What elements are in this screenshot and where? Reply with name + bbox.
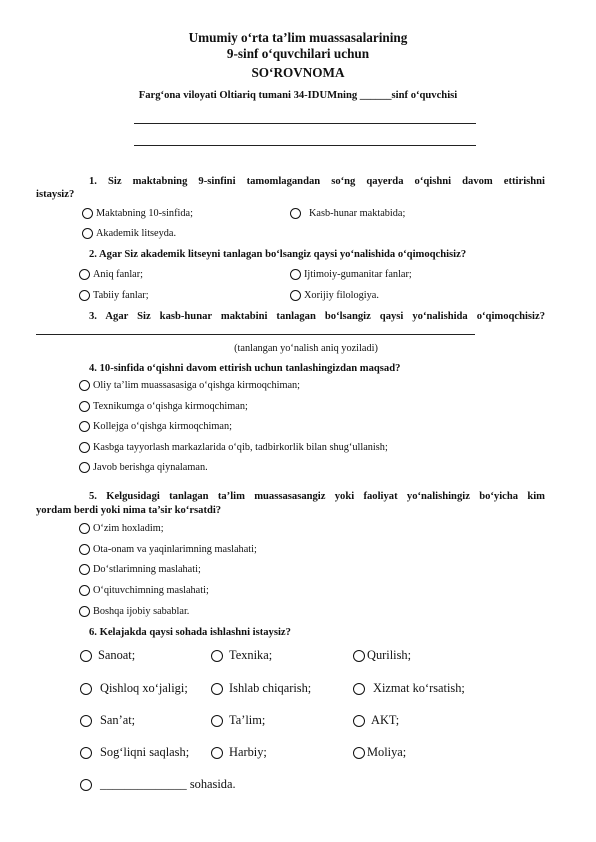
question-5-text: 5. Kelgusidagi tanlagan ta’lim muassasasangiz yoki faoliyat yo‘nalishingiz bo‘yicha kim bbox=[89, 491, 545, 502]
radio-circle-icon[interactable] bbox=[290, 269, 301, 280]
q5-option-2[interactable]: Ota-onam va yaqinlarimning maslahati; bbox=[79, 544, 257, 555]
q1-option-1[interactable]: Maktabning 10-sinfida; bbox=[82, 208, 193, 219]
question-1-text: 1. Siz maktabning 9-sinfini tamomlagandan so‘ng qayerda o‘qishni davom ettirishni bbox=[89, 176, 545, 187]
radio-circle-icon[interactable] bbox=[211, 715, 223, 727]
q3-answer-line[interactable] bbox=[36, 334, 475, 335]
radio-circle-icon[interactable] bbox=[79, 585, 90, 596]
radio-circle-icon[interactable] bbox=[211, 683, 223, 695]
q2-option-4[interactable]: Xorijiy filologiya. bbox=[290, 290, 379, 301]
q6-option-11[interactable]: Harbiy; bbox=[211, 745, 267, 760]
q6-option-1[interactable]: Sanoat; bbox=[80, 648, 135, 663]
radio-circle-icon[interactable] bbox=[79, 544, 90, 555]
radio-circle-icon[interactable] bbox=[80, 650, 92, 662]
radio-circle-icon[interactable] bbox=[79, 442, 90, 453]
q3-note: (tanlangan yo‘nalish aniq yoziladi) bbox=[234, 343, 378, 354]
radio-circle-icon[interactable] bbox=[80, 779, 92, 791]
q6-option-10[interactable]: Sog‘liqni saqlash; bbox=[80, 745, 189, 760]
radio-circle-icon[interactable] bbox=[80, 747, 92, 759]
q1-option-3[interactable]: Akademik litseyda. bbox=[82, 228, 176, 239]
radio-circle-icon[interactable] bbox=[79, 462, 90, 473]
q4-option-1[interactable]: Oliy ta’lim muassasasiga o‘qishga kirmoqchiman; bbox=[79, 380, 300, 391]
radio-circle-icon[interactable] bbox=[79, 380, 90, 391]
q5-option-3[interactable]: Do‘stlarimning maslahati; bbox=[79, 564, 201, 575]
q6-option-4[interactable]: Qishloq xo‘jaligi; bbox=[80, 681, 188, 696]
radio-circle-icon[interactable] bbox=[82, 208, 93, 219]
radio-circle-icon[interactable] bbox=[79, 421, 90, 432]
q4-option-3[interactable]: Kollejga o‘qishga kirmoqchiman; bbox=[79, 421, 232, 432]
q6-option-other[interactable]: ______________ sohasida. bbox=[80, 777, 236, 792]
radio-circle-icon[interactable] bbox=[290, 290, 301, 301]
radio-circle-icon[interactable] bbox=[79, 564, 90, 575]
name-blank-line-1[interactable] bbox=[134, 123, 476, 124]
q6-option-9[interactable]: AKT; bbox=[353, 713, 399, 728]
radio-circle-icon[interactable] bbox=[353, 650, 365, 662]
q6-option-7[interactable]: San’at; bbox=[80, 713, 135, 728]
question-1-text-cont: istaysiz? bbox=[36, 189, 75, 200]
q5-option-5[interactable]: Boshqa ijobiy sabablar. bbox=[79, 606, 189, 617]
question-4-text: 4. 10-sinfida o‘qishni davom ettirish uchun tanlashingizdan maqsad? bbox=[89, 363, 401, 374]
radio-circle-icon[interactable] bbox=[211, 650, 223, 662]
question-3-text: 3. Agar Siz kasb-hunar maktabini tanlagan bo‘lsangiz qaysi yo‘nalishida o‘qimoqchisiz? bbox=[89, 311, 545, 322]
radio-circle-icon[interactable] bbox=[353, 683, 365, 695]
q4-option-4[interactable]: Kasbga tayyorlash markazlarida o‘qib, tadbirkorlik bilan shug‘ullanish; bbox=[79, 442, 388, 453]
school-line: Farg‘ona viloyati Oltiariq tumani 34-IDUMning ______sinf o‘quvchisi bbox=[138, 90, 458, 101]
radio-circle-icon[interactable] bbox=[79, 606, 90, 617]
radio-circle-icon[interactable] bbox=[80, 715, 92, 727]
question-5-text-cont: yordam berdi yoki nima ta’sir ko‘rsatdi? bbox=[36, 505, 222, 516]
q1-option-2[interactable]: Kasb-hunar maktabida; bbox=[290, 208, 405, 219]
q6-option-2[interactable]: Texnika; bbox=[211, 648, 272, 663]
q4-option-2[interactable]: Texnikumga o‘qishga kirmoqchiman; bbox=[79, 401, 248, 412]
q5-option-1[interactable]: O‘zim hoxladim; bbox=[79, 523, 164, 534]
radio-circle-icon[interactable] bbox=[79, 523, 90, 534]
q6-option-6[interactable]: Xizmat ko‘rsatish; bbox=[353, 681, 465, 696]
q6-option-3[interactable]: Qurilish; bbox=[353, 648, 411, 663]
question-6-text: 6. Kelajakda qaysi sohada ishlashni istaysiz? bbox=[89, 627, 291, 638]
radio-circle-icon[interactable] bbox=[290, 208, 301, 219]
q2-option-3[interactable]: Tabiiy fanlar; bbox=[79, 290, 149, 301]
title-line-3: SO‘ROVNOMA bbox=[251, 65, 345, 80]
radio-circle-icon[interactable] bbox=[211, 747, 223, 759]
radio-circle-icon[interactable] bbox=[79, 269, 90, 280]
radio-circle-icon[interactable] bbox=[82, 228, 93, 239]
radio-circle-icon[interactable] bbox=[79, 290, 90, 301]
title-line-1: Umumiy o‘rta ta’lim muassasalarining bbox=[188, 30, 408, 45]
q6-option-12[interactable]: Moliya; bbox=[353, 745, 406, 760]
q2-option-1[interactable]: Aniq fanlar; bbox=[79, 269, 143, 280]
q5-option-4[interactable]: O‘qituvchimning maslahati; bbox=[79, 585, 209, 596]
radio-circle-icon[interactable] bbox=[353, 715, 365, 727]
name-blank-line-2[interactable] bbox=[134, 145, 476, 146]
radio-circle-icon[interactable] bbox=[353, 747, 365, 759]
q2-option-2[interactable]: Ijtimoiy-gumanitar fanlar; bbox=[290, 269, 412, 280]
q4-option-5[interactable]: Javob berishga qiynalaman. bbox=[79, 462, 208, 473]
title-line-2: 9-sinf o‘quvchilari uchun bbox=[226, 46, 370, 61]
question-2-text: 2. Agar Siz akademik litseyni tanlagan bo‘lsangiz qaysi yo‘nalishida o‘qimoqchisiz? bbox=[89, 249, 467, 260]
radio-circle-icon[interactable] bbox=[79, 401, 90, 412]
radio-circle-icon[interactable] bbox=[80, 683, 92, 695]
q6-option-5[interactable]: Ishlab chiqarish; bbox=[211, 681, 311, 696]
q6-option-8[interactable]: Ta’lim; bbox=[211, 713, 265, 728]
